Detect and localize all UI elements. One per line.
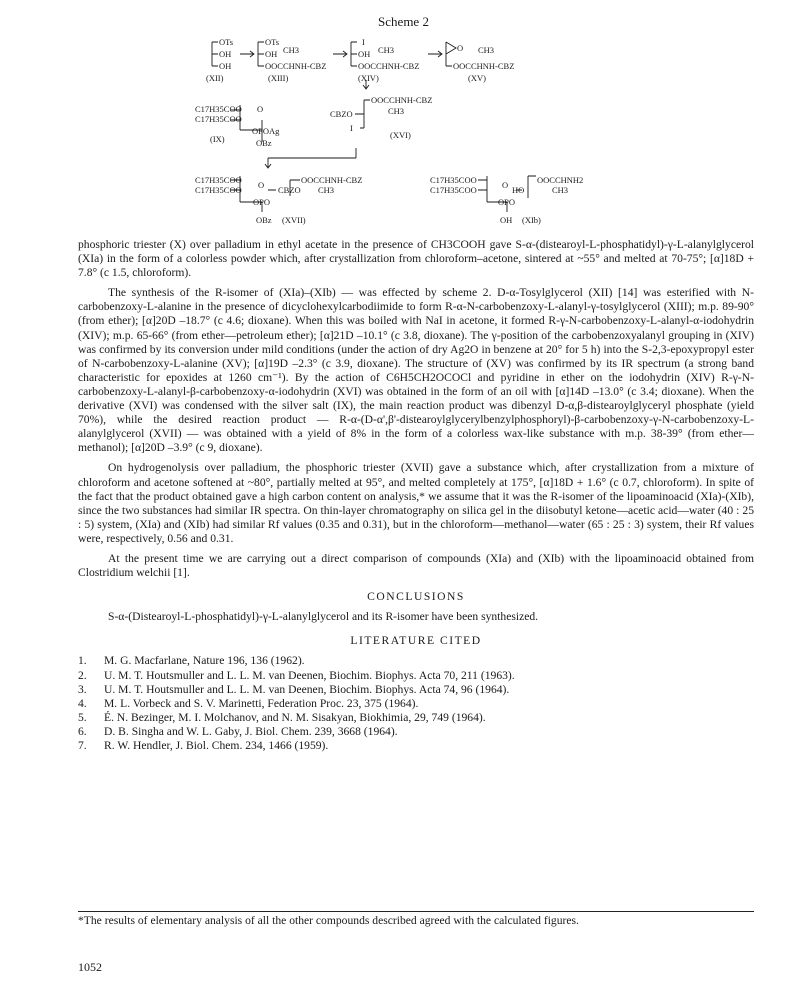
svg-text:OH: OH xyxy=(358,49,371,59)
svg-text:OOCCHNH-CBZ: OOCCHNH-CBZ xyxy=(301,175,363,185)
conclusions-heading: CONCLUSIONS xyxy=(367,590,465,604)
svg-text:CH3: CH3 xyxy=(283,45,300,55)
reference-item: 6. D. B. Singha and W. L. Gaby, J. Biol. Chem. 239, 3668 (1964). xyxy=(78,724,398,738)
article-body xyxy=(78,238,754,753)
svg-text:C17H35COO: C17H35COO xyxy=(430,175,477,185)
svg-text:O: O xyxy=(457,43,464,53)
svg-text:CH3: CH3 xyxy=(552,185,569,195)
scheme-title: Scheme 2 xyxy=(378,14,429,29)
svg-text:C17H35COO: C17H35COO xyxy=(195,104,242,114)
svg-text:C17H35COO: C17H35COO xyxy=(430,185,477,195)
svg-text:OBz: OBz xyxy=(256,138,272,148)
svg-text:CH3: CH3 xyxy=(378,45,395,55)
reaction-scheme-drawing xyxy=(0,30,807,236)
paragraph-hydrogenolysis: On hydrogenolysis over palladium, the phosphoric triester (XVII) gave a substance which, after crystallization from a mixture of chloroform and acetone softened at ~80°, partially melted at 95°, and melted completely at 175°, [α]18D + 1.6° (c 0.7, chloroform). In spite of the fact that the product obtained gave a high carbon content on analysis,* we assume that it was the R-isomer of the lipoaminoacid (XIa)-(XIb), since the two substances had similar IR spectra. On thin-layer chromatography on silica gel in the diisobutyl ketone—acetic acid—water (40 : 25 : 5) system, (XIa) and (XIb) had similar Rf values (0.35 and 0.31), but in the chloroform—methanol—water (65 : 25 : 3) system, their Rf values were, respectively, 0.56 and 0.31. xyxy=(78,461,754,545)
svg-text:O: O xyxy=(257,104,264,114)
svg-text:(XVI): (XVI) xyxy=(390,130,411,140)
svg-text:OOCCHNH-CBZ: OOCCHNH-CBZ xyxy=(453,61,515,71)
svg-text:O: O xyxy=(502,180,509,190)
footnote: *The results of elementary analysis of all the other compounds described agreed with the calculated figures. xyxy=(78,911,754,928)
svg-text:C17H35COO: C17H35COO xyxy=(195,114,242,124)
svg-text:OTs: OTs xyxy=(219,37,234,47)
svg-text:(XIV): (XIV) xyxy=(358,73,379,83)
svg-text:HO: HO xyxy=(512,185,525,195)
svg-text:OH: OH xyxy=(265,49,278,59)
svg-text:(XV): (XV) xyxy=(468,73,486,83)
svg-text:I: I xyxy=(362,37,365,47)
paragraph-continuation: phosphoric triester (X) over palladium in ethyl acetate in the presence of CH3COOH gave S-α-(distearoyl-L-phosphatidyl)-γ-L-alanylglycerol (XIa) in the form of a colorless powder which, after crystallization from chloroform–acetone, sintered at ~55° and melted at 70-75°; [α]18D + 7.8° (c 1.5, chloroform). xyxy=(78,238,754,280)
reference-item: 2. U. M. T. Houtsmuller and L. L. M. van Deenen, Biochim. Biophys. Acta 70, 211 (1963). xyxy=(78,668,515,682)
svg-text:(XVII): (XVII) xyxy=(282,215,306,225)
svg-text:OTs: OTs xyxy=(265,37,280,47)
reference-item: 4. M. L. Vorbeck and S. V. Marinetti, Federation Proc. 23, 375 (1964). xyxy=(78,696,419,710)
svg-text:(XII): (XII) xyxy=(206,73,224,83)
paragraph-comparison: At the present time we are carrying out a direct comparison of compounds (XIa) and (XIb) with the lipoaminoacid obtained from Clostridium welchii [1]. xyxy=(78,551,754,580)
svg-text:OH: OH xyxy=(500,215,513,225)
page-number: 1052 xyxy=(78,960,102,974)
paragraph-synthesis: The synthesis of the R-isomer of (XIa)–(XIb) — was effected by scheme 2. D-α-Tosylglycerol (XII) [14] was esterified with N-carbobenzoxy-L-alanine in the presence of dicyclohexylcarbodiimide to form R-α-N-carbobenzoxy-L-alanyl-γ-tosylglycerol (XIII); m.p. 89-90° (from ether); [α]20D –18.7° (c 4.6; dioxane). When this was boiled with NaI in acetone, it formed R-γ-N-carbobenzoxy-L-alanyl-α-iodohydrin (XIV); m.p. 65-66° (from ether—petroleum ether); [α]21D –10.1° (c 3.8, dioxane). The γ-position of the carbobenzoxyalanyl grouping in (XIV) was confirmed by its conversion under mild conditions (under the action of dry Ag2O in benzene at 20° for 5 h) into the S-2,3-epoxypropyl ester of N-carbobenzoxy-L-alanine (XV); [α]19D –2.3° (c 3.9, dioxane). The structure of (XV) was confirmed by its IR spectrum (a strong band characteristic for epoxides at 1260 cm⁻¹). By the action of C6H5CH2OCOCl and pyridine in ether on the iodohydrin (XIV) R-γ-N-carbobenzoxy-L-alanyl-β-carbobenzoxy-α-iodohydrin (XVI) was obtained in the form of an oil with [α]14D –13.0° (c 3.4; dioxane). When the derivative (XVI) was condensed with the silver salt (IX), the main reaction product was dibenzyl D-α,β-distearoylglyceryl phosphate (yield 70%), while the desired reaction product — R-α-(D-α',β'-distearoylglycerylbenzylphosphoryl)-β-carbobenzoxy-γ-N-carbobenzoxy-L-alanylglycerol (XVII) — was obtained with a yield of 8% in the form of a colorless wax-like substance with m.p. 38-39° (from ether—methanol); [α]20D –3.9° (c 9, dioxane). xyxy=(78,286,754,455)
svg-text:OPOAg: OPOAg xyxy=(252,126,280,136)
svg-text:OOCCHNH-CBZ: OOCCHNH-CBZ xyxy=(371,95,433,105)
svg-text:C17H35COO: C17H35COO xyxy=(195,185,242,195)
literature-heading: LITERATURE CITED xyxy=(350,634,482,648)
svg-text:OPO: OPO xyxy=(498,197,516,207)
svg-text:C17H35COO: C17H35COO xyxy=(195,175,242,185)
conclusions-text: S-α-(Distearoyl-L-phosphatidyl)-γ-L-alanylglycerol and its R-isomer have been synthesized. xyxy=(108,610,539,624)
svg-text:OH: OH xyxy=(219,61,232,71)
svg-text:CH3: CH3 xyxy=(478,45,495,55)
svg-text:CH3: CH3 xyxy=(318,185,335,195)
reaction-scheme xyxy=(0,30,807,236)
svg-text:CBZO: CBZO xyxy=(330,109,353,119)
svg-text:(IX): (IX) xyxy=(210,134,225,144)
svg-text:(XIb): (XIb) xyxy=(522,215,541,225)
reference-item: 1. M. G. Macfarlane, Nature 196, 136 (1962). xyxy=(78,654,305,668)
svg-text:CBZO: CBZO xyxy=(278,185,301,195)
svg-text:OBz: OBz xyxy=(256,215,272,225)
reference-item: 5. É. N. Bezinger, M. I. Molchanov, and N. M. Sisakyan, Biokhimia, 29, 749 (1964). xyxy=(78,710,486,724)
svg-text:OOCCHNH-CBZ: OOCCHNH-CBZ xyxy=(358,61,420,71)
svg-text:(XIII): (XIII) xyxy=(268,73,289,83)
svg-text:OPO: OPO xyxy=(253,197,271,207)
svg-text:O: O xyxy=(258,180,265,190)
svg-text:OOCCHNH2: OOCCHNH2 xyxy=(537,175,584,185)
reference-item: 7. R. W. Hendler, J. Biol. Chem. 234, 1466 (1959). xyxy=(78,739,329,752)
svg-text:I: I xyxy=(350,123,353,133)
svg-text:OOCCHNH-CBZ: OOCCHNH-CBZ xyxy=(265,61,327,71)
svg-text:OH: OH xyxy=(219,49,232,59)
reference-list xyxy=(78,654,754,753)
svg-text:CH3: CH3 xyxy=(388,106,405,116)
reference-item: 3. U. M. T. Houtsmuller and L. L. M. van Deenen, Biochim. Biophys. Acta 74, 96 (1964). xyxy=(78,682,510,696)
